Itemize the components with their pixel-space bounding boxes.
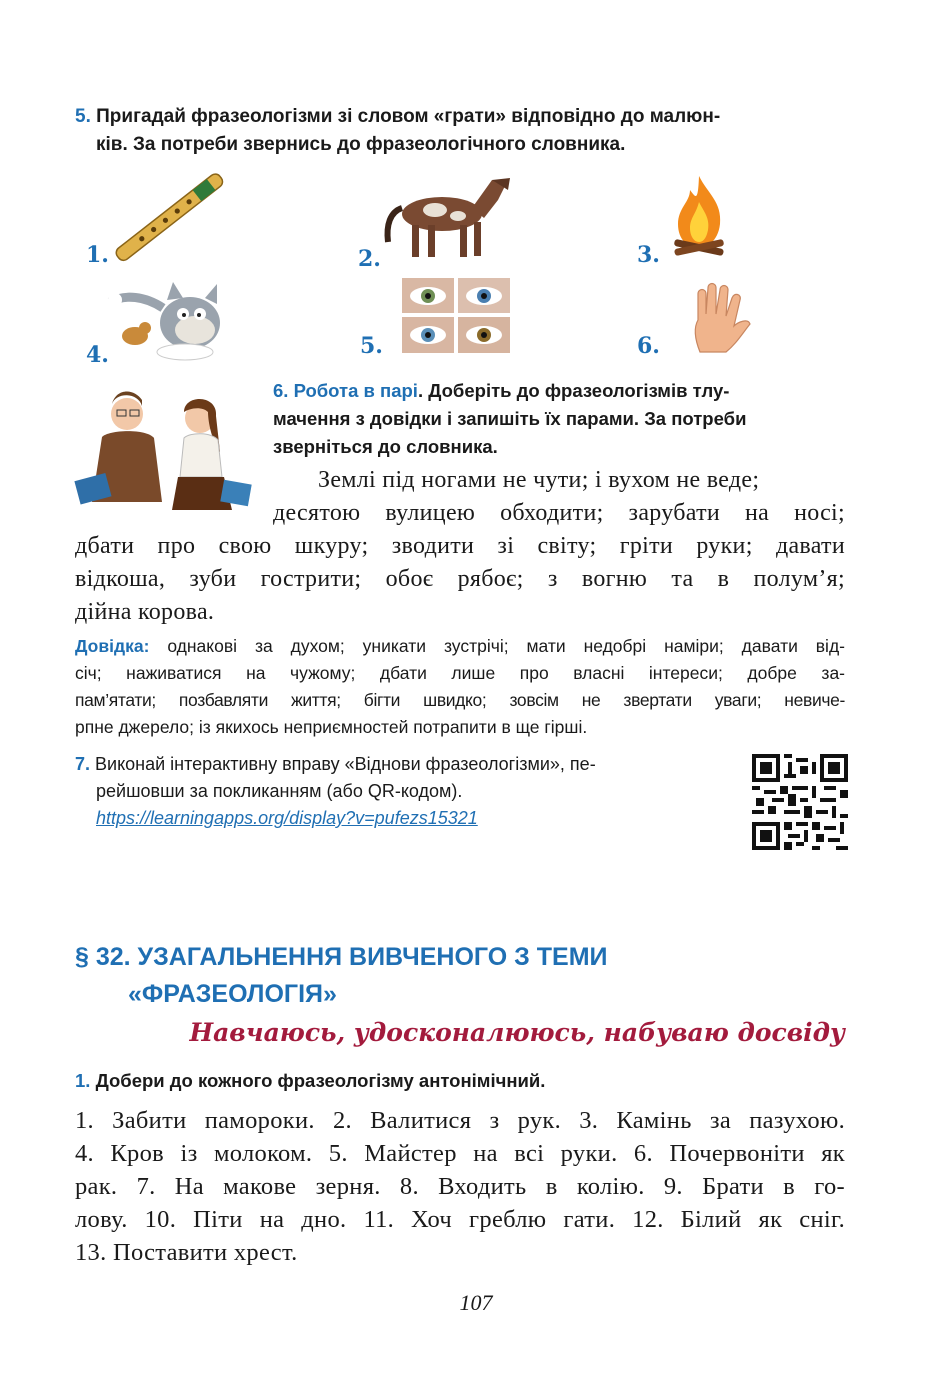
- task6-line3: зверніться до словника.: [273, 436, 498, 457]
- task7-line2: рейшовши за покликанням (або QR-кодом).: [96, 781, 463, 801]
- phrase-line-2: десятою вулицею обходити; зарубати на носі;: [273, 500, 845, 526]
- phrase-line-3: дбати про свою шкуру; зводити зі світу; гріти руки; давати: [75, 533, 845, 559]
- reference-text-1: однакові за духом; уникати зустрічі; мати недобрі наміри; давати від-: [149, 636, 845, 656]
- learningapps-link[interactable]: https://learningapps.org/display?v=pufezs15321: [96, 808, 478, 828]
- cartoon-cat-image: [105, 278, 235, 363]
- hand-image: [682, 282, 754, 354]
- task1-line-1: 1. Забити памороки. 2. Валитися з рук. 3. Камінь за пазухою.: [75, 1107, 845, 1134]
- students-illustration: [72, 382, 257, 522]
- picture-number-3: 3.: [637, 242, 660, 268]
- task6-line2: мачення з довідки і запишіть їх парами. За потреби: [273, 408, 747, 429]
- task5-line2: ків. За потреби звернись до фразеологічного словника.: [96, 134, 626, 155]
- task6-line1-rest: . Доберіть до фразеологізмів тлу-: [417, 380, 730, 401]
- phrase-line-5: дійна корова.: [75, 599, 215, 625]
- task1-heading: [75, 1067, 545, 1095]
- task7-number: 7.: [75, 754, 91, 774]
- picture-number-4: 4.: [86, 342, 109, 368]
- task1-line-4: лову. 10. Піти на дно. 11. Хоч греблю гати. 12. Білий як сніг.: [75, 1206, 845, 1233]
- fire-image: [668, 172, 730, 260]
- task6-heading: [273, 377, 729, 405]
- task1-heading-text: Добери до кожного фразеологізму антонімічний.: [90, 1070, 546, 1091]
- picture-number-1: 1.: [86, 242, 109, 268]
- task5-number: 5.: [75, 106, 91, 127]
- task1-line-2: 4. Кров із молоком. 5. Майстер на всі руки. 6. Почервоніти як: [75, 1140, 845, 1167]
- task6-label: Робота в парі: [293, 380, 418, 401]
- horse-image: [380, 170, 515, 262]
- section-title-line-1: § 32. УЗАГАЛЬНЕННЯ ВИВЧЕНОГО З ТЕМИ: [75, 943, 608, 971]
- reference-line-3: пам’ятати; позбавляти життя; бігти швидко; зовсім не звертати уваги; невиче-: [75, 690, 845, 710]
- task1-number: 1.: [75, 1070, 91, 1091]
- reference-line-4: рпне джерело; із якихось неприємностей потрапити в ще гірші.: [75, 717, 588, 737]
- task7-line1: [75, 752, 596, 777]
- phrase-line-4: відкоша, зуби гострити; обоє рябоє; з вогню та в полум’я;: [75, 566, 845, 592]
- section-subtitle: Навчаюсь, удосконалююсь, набуваю досвіду: [189, 1018, 845, 1047]
- task6-number: 6.: [273, 380, 289, 401]
- flute-image: [105, 170, 235, 265]
- reference-line-2: січ; наживатися на чужому; дбати лише про власні інтереси; добре за-: [75, 663, 845, 683]
- reference-label: Довідка:: [75, 636, 150, 656]
- task5-heading: [75, 103, 835, 131]
- reference-line-1: [75, 634, 845, 659]
- picture-number-2: 2.: [358, 246, 381, 272]
- phrase-line-1: Землі під ногами не чути; і вухом не веде;: [318, 467, 760, 493]
- qr-code[interactable]: [752, 754, 848, 850]
- task7-text-1: Виконай інтерактивну вправу «Віднови фразеологізми», пе-: [90, 754, 596, 774]
- picture-number-5: 5.: [360, 333, 383, 359]
- page-number: 107: [459, 1290, 493, 1315]
- picture-number-6: 6.: [637, 333, 660, 359]
- eyes-image: [402, 278, 510, 353]
- task5-line1: Пригадай фразеологізми зі словом «грати» відповідно до малюн-: [96, 106, 721, 127]
- section-title-line-2: «ФРАЗЕОЛОГІЯ»: [128, 980, 337, 1008]
- task1-line-5: 13. Поставити хрест.: [75, 1239, 298, 1266]
- task1-line-3: рак. 7. На макове зерня. 8. Входить в колію. 9. Брати в го-: [75, 1173, 845, 1200]
